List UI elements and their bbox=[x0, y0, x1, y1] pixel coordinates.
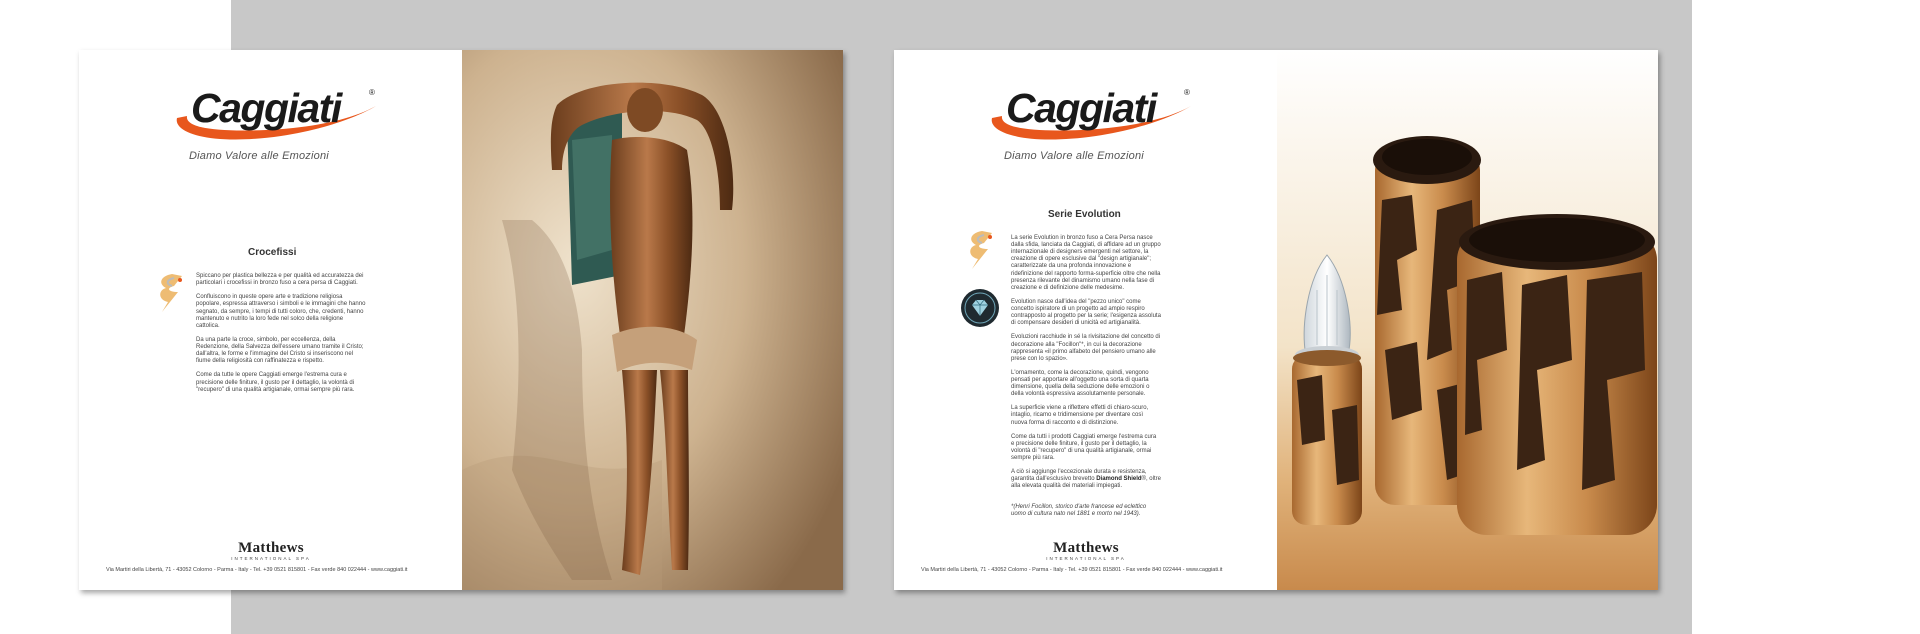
paragraph: Evoluzioni racchiude in sé la rivisitazione del concetto di decorazione alla "Focillon"*, in cui la decorazione rappresenta «il primo alfabeto del pensiero umano alle prese con lo spazio». bbox=[1011, 334, 1161, 362]
brochure-spread-evolution bbox=[894, 50, 1658, 590]
section-body bbox=[196, 266, 366, 401]
logo-wordmark: Caggiati bbox=[1006, 85, 1156, 131]
matthews-subtitle: INTERNATIONAL SPA bbox=[231, 556, 311, 561]
text-page bbox=[894, 50, 1277, 590]
matthews-name: Matthews bbox=[238, 540, 304, 556]
logo-wordmark: Caggiati bbox=[191, 85, 341, 131]
bronze-crucifix-photo bbox=[462, 50, 843, 590]
paragraph: Confluiscono in queste opere arte e tradizione religiosa popolare, espressa attraverso i simboli e le immagini che hanno segnato, da sempre, i tempi di tutti coloro, che, credenti, hanno mantenuto e nutrito la loro fede nel solco della religione cattolica. bbox=[196, 294, 366, 329]
logo-tagline: Diamo Valore alle Emozioni bbox=[1004, 150, 1144, 162]
matthews-logo bbox=[1031, 540, 1141, 561]
registered-mark: ® bbox=[369, 88, 375, 97]
bronze-vases-photo bbox=[1277, 50, 1658, 590]
matthews-logo bbox=[216, 540, 326, 561]
footer-address: Via Martiri della Libertà, 71 - 43052 Colorno - Parma - Italy - Tel. +39 0521 815801 - Fax verde 840 022444 - www.caggiati.it bbox=[921, 567, 1223, 573]
caggiati-logo bbox=[171, 78, 391, 173]
paragraph: Come da tutte le opere Caggiati emerge l'estrema cura e precisione delle finiture, il gusto per il dettaglio, la volontà di "recupero" di una qualità artigianale, ormai sempre più rara. bbox=[196, 372, 355, 393]
matthews-name: Matthews bbox=[1053, 540, 1119, 556]
brochure-spread-crocefissi bbox=[79, 50, 843, 590]
section-body bbox=[1011, 228, 1161, 525]
caggiati-emblem-icon bbox=[962, 227, 1000, 271]
footnote: *(Henri Focillon, storico d'arte francese ed eclettico uomo di cultura nato nel 1881 e morto nel 1943). bbox=[1011, 503, 1147, 517]
paragraph-text: A ciò si aggiunge l'eccezionale durata e resistenza, garantita dall'esclusivo brevetto bbox=[1011, 469, 1147, 483]
diamond-shield-name: Diamond Shield bbox=[1096, 476, 1142, 483]
paragraph: Evolution nasce dall'idea del "pezzo unico" come concetto ispiratore di un progetto ad ampio respiro contrapposto al progetto per la serie; l'esigenza assoluta di compensare desideri di unicità ed artigianalità. bbox=[1011, 298, 1161, 327]
caggiati-emblem-icon bbox=[152, 270, 190, 314]
matthews-subtitle: INTERNATIONAL SPA bbox=[1046, 556, 1126, 561]
section-title: Crocefissi bbox=[248, 247, 297, 258]
footer-address: Via Martiri della Libertà, 71 - 43052 Colorno - Parma - Italy - Tel. +39 0521 815801 - Fax verde 840 022444 - www.caggiati.it bbox=[106, 567, 408, 573]
paragraph bbox=[1011, 469, 1161, 490]
paragraph: Come da tutti i prodotti Caggiati emerge l'estrema cura e precisione delle finiture, il gusto per il dettaglio, la volontà di "recupero" di una qualità artigianale, ormai sempre più rara. bbox=[1011, 433, 1157, 461]
text-page bbox=[79, 50, 462, 590]
section-title: Serie Evolution bbox=[1048, 209, 1121, 220]
paragraph: La superficie viene a riflettere effetti di chiaro-scuro, intaglio, ricamo e tridimensione per diventare così nuova forma di racconto e di distinzione. bbox=[1011, 405, 1149, 426]
registered-mark: ® bbox=[1184, 88, 1190, 97]
paragraph-text: ®, oltre alla elevata qualità dei materiali impiegati. bbox=[1011, 476, 1161, 490]
paragraph: L'ornamento, come la decorazione, quindi, vengono pensati per apportare all'oggetto una sorta di quarta dimensione, quella della seduzione delle emozioni o della volontà espressiva assolutamente personale. bbox=[1011, 369, 1150, 398]
paragraph: Da una parte la croce, simbolo, per eccellenza, della Redenzione, della Salvezza dell'essere umano tramite il Cristo; dall'altra, le forme e l'immagine del Cristo si inseriscono nel fiume della religiosità con raffinatezza e rispetto. bbox=[196, 336, 364, 365]
diamond-shield-badge-icon bbox=[960, 288, 1000, 328]
paragraph: Spiccano per plastica bellezza e per qualità ed accuratezza dei particolari i crocefissi in bronzo fuso a cera persa di Caggiati. bbox=[196, 273, 364, 287]
paragraph: La serie Evolution in bronzo fuso a Cera Persa nasce dalla sfida, lanciata da Caggiati, di affidare ad un gruppo internazionale di designers emergenti nel settore, la creazione di opere esclusive dal "design artigianale"; caratterizzate da una profonda innovazione e ridefinizione del rapporto forma-superficie oltre che nella presenza rilevante del dinamismo umano nella fase di creazione e di definizione delle medesime. bbox=[1011, 235, 1161, 291]
logo-tagline: Diamo Valore alle Emozioni bbox=[189, 150, 329, 162]
caggiati-logo bbox=[986, 78, 1206, 173]
